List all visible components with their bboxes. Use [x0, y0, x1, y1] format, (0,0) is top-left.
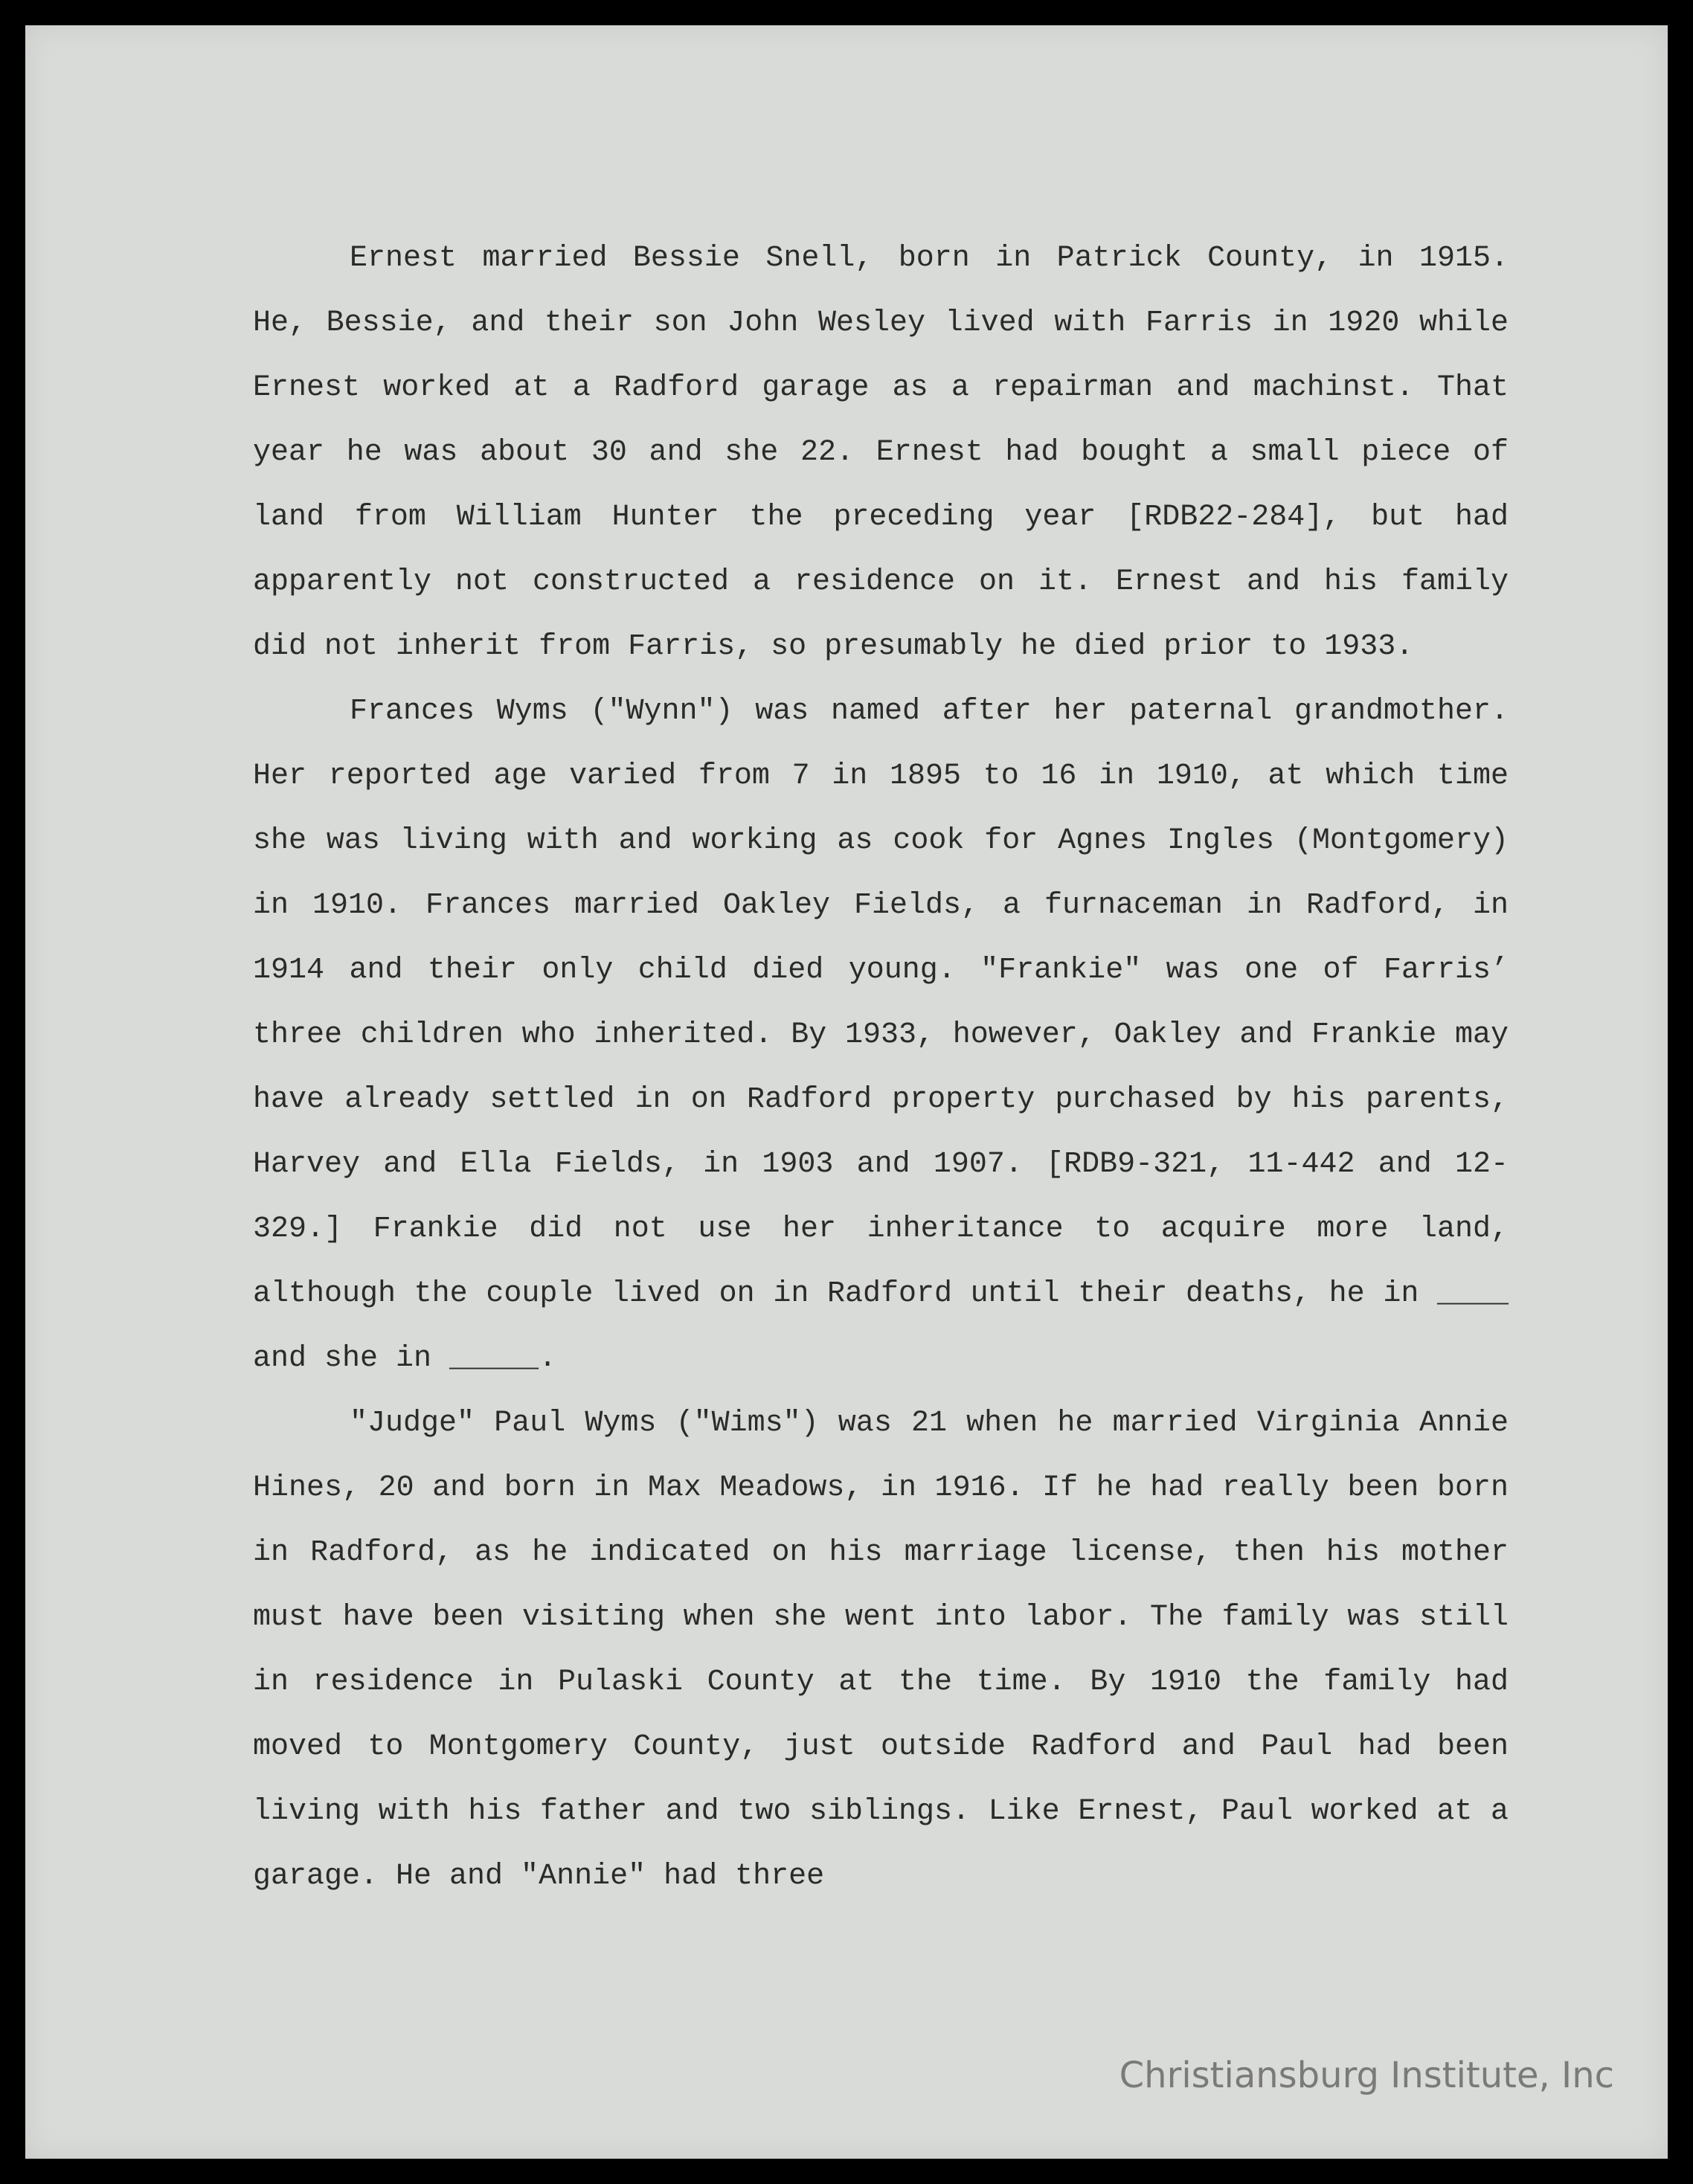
watermark-text: Christiansburg Institute, Inc [1119, 2055, 1614, 2096]
document-page [25, 25, 1668, 2159]
paragraph-paul: "Judge" Paul Wyms ("Wims") was 21 when he married Virginia Annie Hines, 20 and born in Max Meadows, in 1916. If he had really been born in Radford, as he indicated on his marriage license, then his mother must have been visiting when she went into labor. The family was still in residence in Pulaski County at the time. By 1910 the family had moved to Montgomery County, just outside Radford and Paul had been living with his father and two siblings. Like Ernest, Paul worked at a garage. He and "Annie" had three [253, 1407, 1509, 1893]
paragraph-frances: Frances Wyms ("Wynn") was named after her paternal grandmother. Her reported age varied from 7 in 1895 to 16 in 1910, at which time she was living with and working as cook for Agnes Ingles (Montgomery) in 1910. Frances married Oakley Fields, a furnaceman in Radford, in 1914 and their only child died young. "Frankie" was one of Farris’ three children who inherited. By 1933, however, Oakley and Frankie may have already settled in on Radford property purchased by his parents, Harvey and Ella Fields, in 1903 and 1907. [RDB9-321, 11-442 and 12-329.] Frankie did not use her inheritance to acquire more land, although the couple lived on in Radford until their deaths, he in ____ and she in _____. [253, 695, 1509, 1375]
document-body [253, 226, 1509, 1909]
paragraph-ernest: Ernest married Bessie Snell, born in Patrick County, in 1915. He, Bessie, and their son John Wesley lived with Farris in 1920 while Ernest worked at a Radford garage as a repairman and machinst. That year he was about 30 and she 22. Ernest had bought a small piece of land from William Hunter the preceding year [RDB22-284], but had apparently not constructed a residence on it. Ernest and his family did not inherit from Farris, so presumably he died prior to 1933. [253, 242, 1509, 664]
